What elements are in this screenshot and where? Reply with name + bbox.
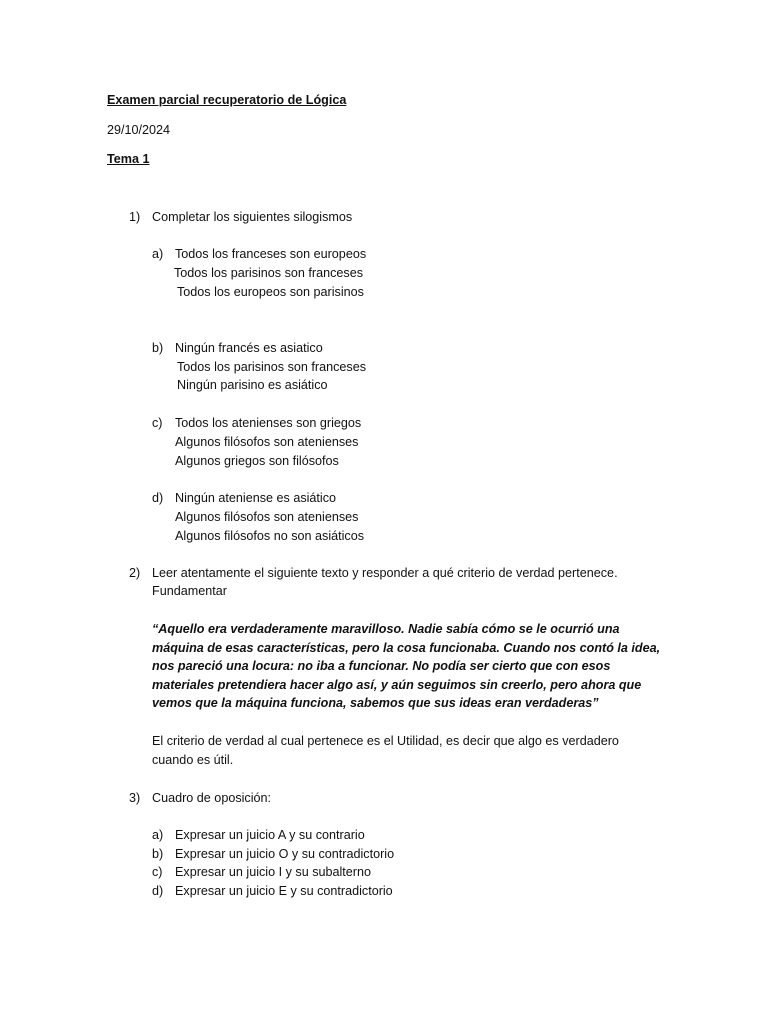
item-letter: b) — [152, 341, 164, 355]
item-letter: c) — [152, 416, 163, 430]
premise-minor: Todos los parisinos son franceses — [177, 360, 367, 374]
list-item: Expresar un juicio I y su subalterno — [175, 865, 372, 879]
question-prompt-line-2: Fundamentar — [152, 584, 227, 598]
list-item: Expresar un juicio E y su contradictorio — [175, 884, 393, 898]
item-letter: b) — [152, 847, 164, 861]
premise-major: Ningún ateniense es asiático — [175, 491, 337, 505]
premise-minor: Todos los parisinos son franceses — [174, 266, 364, 280]
document-date: 29/10/2024 — [107, 123, 171, 137]
tema-heading: Tema 1 — [107, 152, 150, 166]
item-letter: c) — [152, 865, 163, 879]
question-number: 1) — [129, 210, 141, 224]
conclusion: Algunos griegos son filósofos — [175, 454, 339, 468]
item-letter: d) — [152, 491, 164, 505]
quoted-text: “Aquello era verdaderamente maravilloso. Nadie sabía cómo se le ocurrió una máquina de esas características, pero la cosa funcionaba. Cuando nos contó la idea, nos pareció una locura: no iba a funcionar. No podía ser cierto que con esos materiales pretendiera hacer algo así, y aún seguimos sin creerlo, pero ahora que vemos que la máquina funciona, sabemos que sus ideas eran verdaderas” — [152, 622, 661, 711]
premise-major: Ningún francés es asiatico — [175, 341, 323, 355]
item-letter: a) — [152, 247, 164, 261]
list-item: Expresar un juicio O y su contradictorio — [175, 847, 395, 861]
premise-minor: Algunos filósofos son atenienses — [175, 435, 359, 449]
premise-major: Todos los atenienses son griegos — [175, 416, 362, 430]
item-letter: d) — [152, 884, 164, 898]
conclusion: Todos los europeos son parisinos — [177, 285, 364, 299]
question-number: 2) — [129, 566, 141, 580]
premise-major: Todos los franceses son europeos — [175, 247, 367, 261]
answer-text: El criterio de verdad al cual pertenece es el Utilidad, es decir que algo es verdadero cuando es útil. — [152, 734, 619, 768]
question-prompt-line-1: Leer atentamente el siguiente texto y responder a qué criterio de verdad pertenece. — [152, 566, 618, 580]
conclusion: Ningún parisino es asiático — [177, 378, 328, 392]
question-number: 3) — [129, 791, 141, 805]
premise-minor: Algunos filósofos son atenienses — [175, 510, 359, 524]
list-item: Expresar un juicio A y su contrario — [175, 828, 365, 842]
conclusion: Algunos filósofos no son asiáticos — [175, 529, 365, 543]
question-prompt: Cuadro de oposición: — [152, 791, 272, 805]
document-title: Examen parcial recuperatorio de Lógica — [107, 93, 347, 107]
question-prompt: Completar los siguientes silogismos — [152, 210, 353, 224]
item-letter: a) — [152, 828, 164, 842]
